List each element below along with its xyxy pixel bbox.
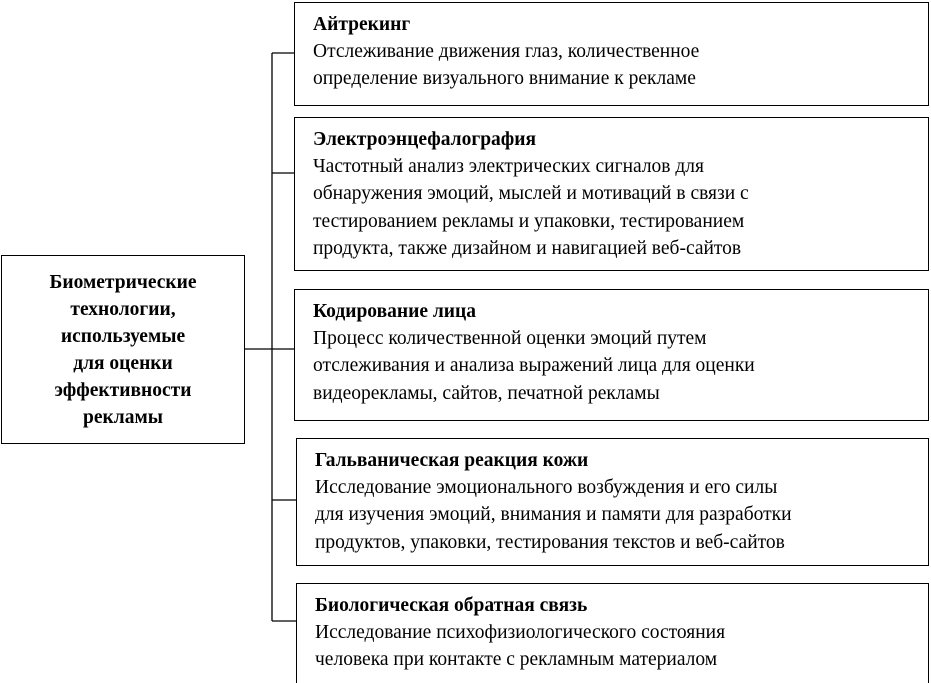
branch-desc-line: обнаружения эмоций, мыслей и мотиваций в связи с xyxy=(313,183,749,205)
branch-box-biofeedback xyxy=(296,583,929,683)
root-line: технологии, xyxy=(70,298,176,320)
branch-desc-line: Процесс количественной оценки эмоций путем xyxy=(313,328,707,350)
branch-title: Айтрекинг xyxy=(313,14,411,35)
branch-title: Биологическая обратная связь xyxy=(315,595,588,616)
branch-desc-line: Исследование эмоционального возбуждения и его силы xyxy=(315,477,778,499)
branch-desc-line: продукта, также дизайном и навигацией веб-сайтов xyxy=(313,237,742,259)
branch-desc-line: человека при контакте с рекламным материалом xyxy=(315,649,718,671)
branch-box-eeg xyxy=(294,117,929,271)
branch-box-face-coding xyxy=(294,289,929,421)
branch-desc-line: Исследование психофизиологического состояния xyxy=(315,622,726,644)
root-line: используемые xyxy=(60,325,186,347)
root-line: для оценки xyxy=(73,352,173,374)
branch-box-galvanic-skin-response xyxy=(296,438,929,566)
branch-desc-line: продуктов, упаковки, тестирования текстов и веб-сайтов xyxy=(315,531,785,553)
root-box xyxy=(1,255,245,444)
branch-desc-line: Частотный анализ электрических сигналов для xyxy=(313,156,705,178)
root-label xyxy=(49,269,196,431)
branch-title: Гальваническая реакция кожи xyxy=(315,450,589,471)
branch-desc-line: тестированием рекламы и упаковки, тестированием xyxy=(313,210,745,232)
branch-desc-line: видеорекламы, сайтов, печатной рекламы xyxy=(313,382,660,404)
branch-title: Кодирование лица xyxy=(313,301,477,322)
branch-desc-line: отслеживания и анализа выражений лица для оценки xyxy=(313,355,755,377)
branch-title: Электроэнцефалография xyxy=(313,129,537,150)
root-line: рекламы xyxy=(83,406,163,428)
branch-desc-line: определение визуального внимание к рекламе xyxy=(313,68,696,90)
branch-desc-line: для изучения эмоций, внимания и памяти для разработки xyxy=(315,504,792,526)
root-line: эффективности xyxy=(54,379,192,401)
branch-box-eye-tracking xyxy=(294,2,929,106)
branch-desc-line: Отслеживание движения глаз, количественное xyxy=(313,41,700,63)
root-line: Биометрические xyxy=(49,271,197,293)
